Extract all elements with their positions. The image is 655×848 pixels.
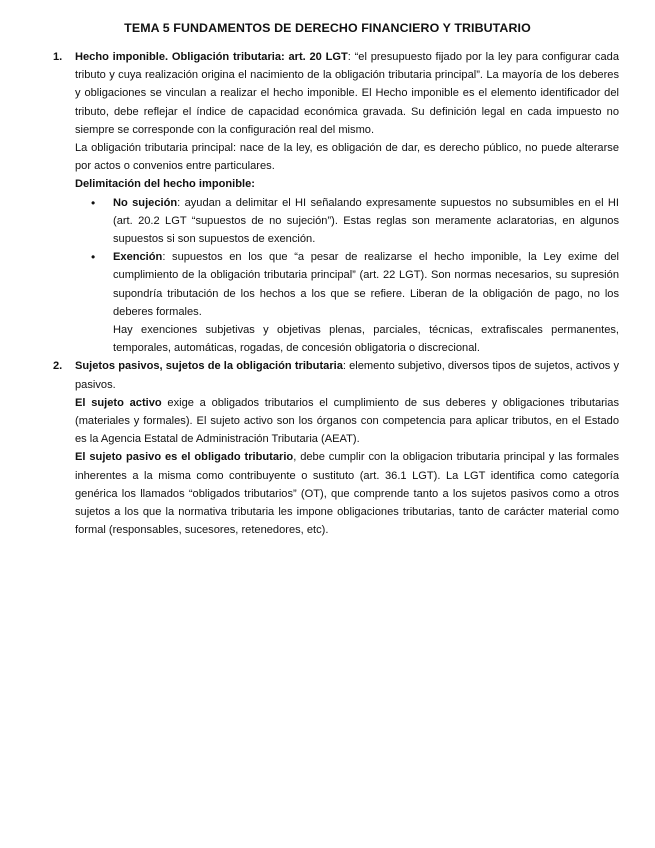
sujeto-pasivo-paragraph: El sujeto pasivo es el obligado tributario, debe cumplir con la obligacion tributaria principal y las formales inherentes a la misma como contribuyente o sustituto (art. 36.1 LGT). La LGT identifica como categoría genérica los llamados “obligados tributarios” (OT), que comprende tanto a los sujetos pasivos como a otros sujetos a los que la normativa tributaria les impone obligaciones tributarias, tanto de carácter material como formal (responsables, sucesores, retenedores, etc). xyxy=(75,451,619,537)
section-2-intro: : elemento subjetivo, diversos tipos de sujetos, activos y pasivos. xyxy=(75,360,620,391)
bullet-icon: • xyxy=(91,195,96,210)
no-sujecion-text: : ayudan a delimitar el HI señalando expresamente supuestos no subsumibles en el HI (art. 20.2 LGT “supuestos de no sujeción”). Estas reglas son meramente aclaratorias, en algunos supuestos si son supuestos de exención. xyxy=(113,196,619,246)
term-no-sujecion: No sujeción xyxy=(113,196,178,209)
delimitation-list xyxy=(91,194,619,358)
section-2-number: 2. xyxy=(53,360,63,373)
page-title: TEMA 5 FUNDAMENTOS DE DERECHO FINANCIERO Y TRIBUTARIO xyxy=(124,21,531,35)
section-1-paragraph-2: La obligación tributaria principal: nace de la ley, es obligación de dar, es derecho público, no puede alterarse por actos o convenios entre particulares. xyxy=(75,142,619,173)
exencion-types-paragraph: Hay exenciones subjetivas y objetivas plenas, parciales, técnicas, extrafiscales permanentes, temporales, automáticas, rogadas, de concesión obligatoria o discrecional. xyxy=(113,324,619,355)
section-2 xyxy=(53,357,620,539)
term-sujeto-activo: El sujeto activo xyxy=(75,396,162,409)
section-1-heading: Hecho imponible. Obligación tributaria: art. 20 LGT xyxy=(75,51,348,63)
section-1-paragraph xyxy=(75,48,619,139)
exencion-text: : supuestos en los que “a pesar de realizarse el hecho imponible, la Ley exime del cumplimiento de la obligación tributaria principal” (art. 22 LGT). Son normas necesarios, su supresión supondría tributación de los hechos a los que se refiere. Liberan de la obligación de pago, no los deberes formales. xyxy=(113,251,619,318)
document-body xyxy=(53,48,620,539)
sujeto-activo-paragraph: El sujeto activo exige a obligados tributarios el cumplimiento de sus deberes y obligaciones tributarias (materiales y formales). El sujeto activo son los órganos con competencia para aplicar tributos, en el Estado es la Agencia Estatal de Administración Tributaria (AEAT). xyxy=(75,396,619,446)
section-2-paragraph xyxy=(75,357,619,393)
delimitation-heading: Delimitación del hecho imponible: xyxy=(75,178,255,191)
section-1-quote: : “el presupuesto fijado por la ley para configurar cada tributo y cuya realización origina el nacimiento de la obligación tributaria principal”. La mayoría de los deberes y obligaciones se vinculan a realizar el hecho imponible. El Hecho imponible es el elemento identificador del tributo, debe reflejar el índice de capacidad económica gravada. Su definición legal en cada impuesto no siempre se corresponde con la configuración real del mismo. xyxy=(75,51,619,136)
section-2-heading: Sujetos pasivos, sujetos de la obligación tributaria xyxy=(75,360,343,373)
term-sujeto-pasivo: El sujeto pasivo es el obligado tributario xyxy=(75,451,294,464)
section-1-number: 1. xyxy=(53,51,63,63)
list-item-no-sujecion xyxy=(91,194,619,249)
term-exencion: Exención xyxy=(113,251,163,264)
bullet-icon: • xyxy=(91,250,96,265)
list-item-exencion xyxy=(91,248,619,357)
section-1 xyxy=(53,48,619,357)
